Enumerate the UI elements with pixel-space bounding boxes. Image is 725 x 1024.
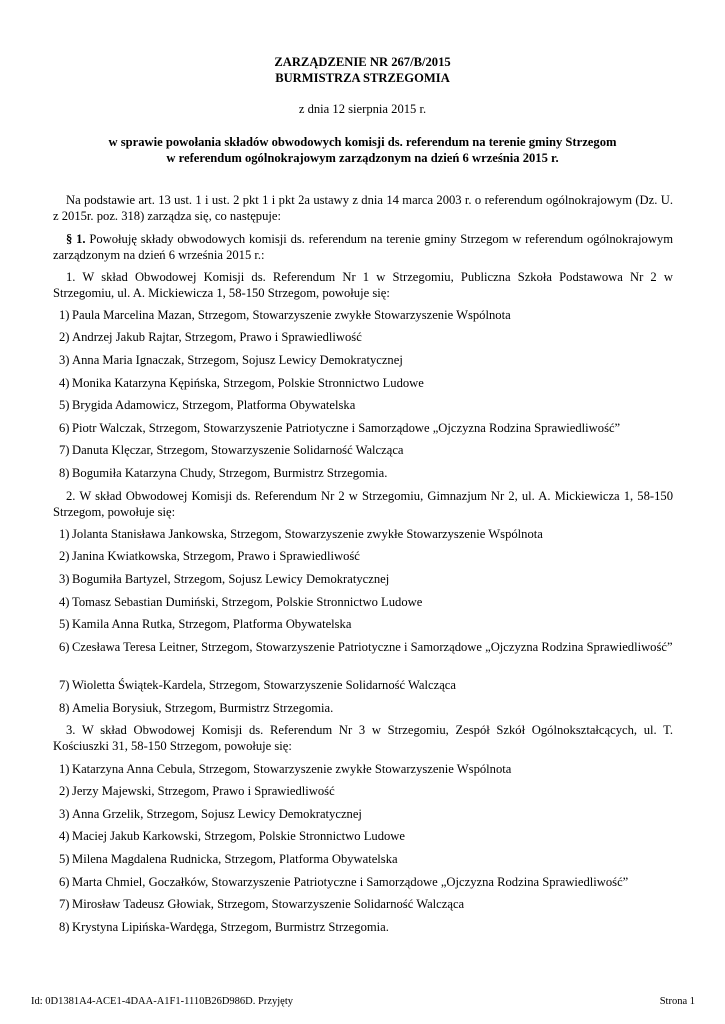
member-text: Mirosław Tadeusz Głowiak, Strzegom, Stowarzyszenie Solidarność Walcząca xyxy=(72,897,465,911)
commission-3-member xyxy=(53,896,673,912)
member-text: Paula Marcelina Mazan, Strzegom, Stowarzyszenie zwykłe Stowarzyszenie Wspólnota xyxy=(72,308,511,322)
commission-2-member xyxy=(53,594,673,610)
commission-1-member xyxy=(53,352,673,368)
member-text: Milena Magdalena Rudnicka, Strzegom, Platforma Obywatelska xyxy=(72,852,398,866)
commission-2-intro: 2. W skład Obwodowej Komisji ds. Referendum Nr 2 w Strzegomiu, Gimnazjum Nr 2, ul. A. Mickiewicza 1, 58-150 Strzegom, powołuje się: xyxy=(53,489,673,519)
commission-3-member xyxy=(53,783,673,799)
document-title-line2: BURMISTRZA STRZEGOMIA xyxy=(275,71,450,85)
member-text: Jerzy Majewski, Strzegom, Prawo i Sprawiedliwość xyxy=(72,784,335,798)
member-text: Anna Maria Ignaczak, Strzegom, Sojusz Lewicy Demokratycznej xyxy=(72,353,403,367)
member-number: 1) xyxy=(59,527,70,541)
commission-3-member xyxy=(53,874,673,890)
member-text: Bogumiła Katarzyna Chudy, Strzegom, Burmistrz Strzegomia. xyxy=(72,466,388,480)
member-number: 3) xyxy=(59,807,70,821)
commission-1-member xyxy=(53,307,673,323)
member-text: Danuta Klęczar, Strzegom, Stowarzyszenie Solidarność Walcząca xyxy=(72,443,404,457)
member-number: 2) xyxy=(59,330,70,344)
member-number: 4) xyxy=(59,595,70,609)
member-text: Monika Katarzyna Kępińska, Strzegom, Polskie Stronnictwo Ludowe xyxy=(72,376,424,390)
member-number: 8) xyxy=(59,466,70,480)
commission-1-member xyxy=(53,375,673,391)
commission-1-intro: 1. W skład Obwodowej Komisji ds. Referendum Nr 1 w Strzegomiu, Publiczna Szkoła Podstawowa Nr 2 w Strzegomiu, ul. A. Mickiewicza 1, 58-150 Strzegom, powołuje się: xyxy=(53,270,673,300)
member-text: Marta Chmiel, Goczałków, Stowarzyszenie Patriotyczne i Samorządowe „Ojczyzna Rodzina Sprawiedliwość” xyxy=(72,875,629,889)
commission-3-member xyxy=(53,851,673,867)
page-number: Strona 1 xyxy=(659,996,695,1007)
commission-3-member xyxy=(53,806,673,822)
member-text: Janina Kwiatkowska, Strzegom, Prawo i Sprawiedliwość xyxy=(72,549,360,563)
member-text: Bogumiła Bartyzel, Strzegom, Sojusz Lewicy Demokratycznej xyxy=(72,572,390,586)
member-number: 5) xyxy=(59,398,70,412)
member-number: 2) xyxy=(59,784,70,798)
member-number: 6) xyxy=(59,875,70,889)
member-text: Krystyna Lipińska-Wardęga, Strzegom, Burmistrz Strzegomia. xyxy=(72,920,389,934)
paragraph-1-text: Powołuję składy obwodowych komisji ds. referendum na terenie gminy Strzegom w referendum ogólnokrajowym zarządzonym na dzień 6 września 2015 r.: xyxy=(53,232,674,262)
member-text: Katarzyna Anna Cebula, Strzegom, Stowarzyszenie zwykłe Stowarzyszenie Wspólnota xyxy=(72,762,512,776)
commission-2-member xyxy=(53,700,673,716)
document-title-line1: ZARZĄDZENIE NR 267/B/2015 xyxy=(274,55,451,69)
commission-2-member xyxy=(53,548,673,564)
member-text: Maciej Jakub Karkowski, Strzegom, Polskie Stronnictwo Ludowe xyxy=(72,829,405,843)
document-id-footer: Id: 0D1381A4-ACE1-4DAA-A1F1-1110B26D986D. Przyjęty xyxy=(31,996,293,1007)
member-text: Anna Grzelik, Strzegom, Sojusz Lewicy Demokratycznej xyxy=(72,807,362,821)
paragraph-1-label: § 1. xyxy=(66,232,86,246)
commission-2-member xyxy=(53,526,673,542)
member-number: 5) xyxy=(59,852,70,866)
document-subject-line1: w sprawie powołania składów obwodowych komisji ds. referendum na terenie gminy Strzegom xyxy=(108,135,617,149)
commission-2-member xyxy=(53,571,673,587)
member-number: 4) xyxy=(59,376,70,390)
preamble: Na podstawie art. 13 ust. 1 i ust. 2 pkt 1 i pkt 2a ustawy z dnia 14 marca 2003 r. o referendum ogólnokrajowym (Dz. U. z 2015r. poz. 318) zarządza się, co następuje: xyxy=(53,193,673,223)
member-number: 7) xyxy=(59,897,70,911)
member-text: Andrzej Jakub Rajtar, Strzegom, Prawo i Sprawiedliwość xyxy=(72,330,362,344)
commission-3-member xyxy=(53,919,673,935)
member-text: Wioletta Świątek-Kardela, Strzegom, Stowarzyszenie Solidarność Walcząca xyxy=(72,678,456,692)
commission-3-member xyxy=(53,761,673,777)
commission-3-intro: 3. W skład Obwodowej Komisji ds. Referendum Nr 3 w Strzegomiu, Zespół Szkół Ogólnokształcących, ul. T. Kościuszki 31, 58-150 Strzegom, powołuje się: xyxy=(53,723,673,753)
member-text: Brygida Adamowicz, Strzegom, Platforma Obywatelska xyxy=(72,398,356,412)
document-date: z dnia 12 sierpnia 2015 r. xyxy=(298,102,427,116)
member-number: 3) xyxy=(59,572,70,586)
member-text: Czesława Teresa Leitner, Strzegom, Stowarzyszenie Patriotyczne i Samorządowe „Ojczyzna Rodzina Sprawiedliwość” xyxy=(72,640,673,654)
document-subject-line2: w referendum ogólnokrajowym zarządzonym na dzień 6 września 2015 r. xyxy=(166,151,559,165)
commission-1-member xyxy=(53,465,673,481)
member-text: Kamila Anna Rutka, Strzegom, Platforma Obywatelska xyxy=(72,617,352,631)
commission-2-member xyxy=(53,616,673,632)
commission-1-member xyxy=(53,420,673,436)
member-number: 1) xyxy=(59,308,70,322)
member-number: 8) xyxy=(59,920,70,934)
member-number: 1) xyxy=(59,762,70,776)
commission-2-member xyxy=(53,677,673,693)
member-number: 2) xyxy=(59,549,70,563)
member-text: Jolanta Stanisława Jankowska, Strzegom, Stowarzyszenie zwykłe Stowarzyszenie Wspólnota xyxy=(72,527,543,541)
member-number: 8) xyxy=(59,701,70,715)
member-text: Amelia Borysiuk, Strzegom, Burmistrz Strzegomia. xyxy=(72,701,334,715)
member-number: 6) xyxy=(59,421,70,435)
member-number: 7) xyxy=(59,678,70,692)
commission-3-member xyxy=(53,828,673,844)
member-number: 6) xyxy=(59,640,70,654)
commission-1-member xyxy=(53,442,673,458)
member-text: Piotr Walczak, Strzegom, Stowarzyszenie Patriotyczne i Samorządowe „Ojczyzna Rodzina Sprawiedliwość” xyxy=(72,421,621,435)
member-number: 4) xyxy=(59,829,70,843)
paragraph-1 xyxy=(53,231,673,263)
member-number: 5) xyxy=(59,617,70,631)
member-text: Tomasz Sebastian Dumiński, Strzegom, Polskie Stronnictwo Ludowe xyxy=(72,595,423,609)
member-number: 3) xyxy=(59,353,70,367)
commission-1-member xyxy=(53,329,673,345)
member-number: 7) xyxy=(59,443,70,457)
commission-1-member xyxy=(53,397,673,413)
commission-2-member xyxy=(53,639,673,655)
